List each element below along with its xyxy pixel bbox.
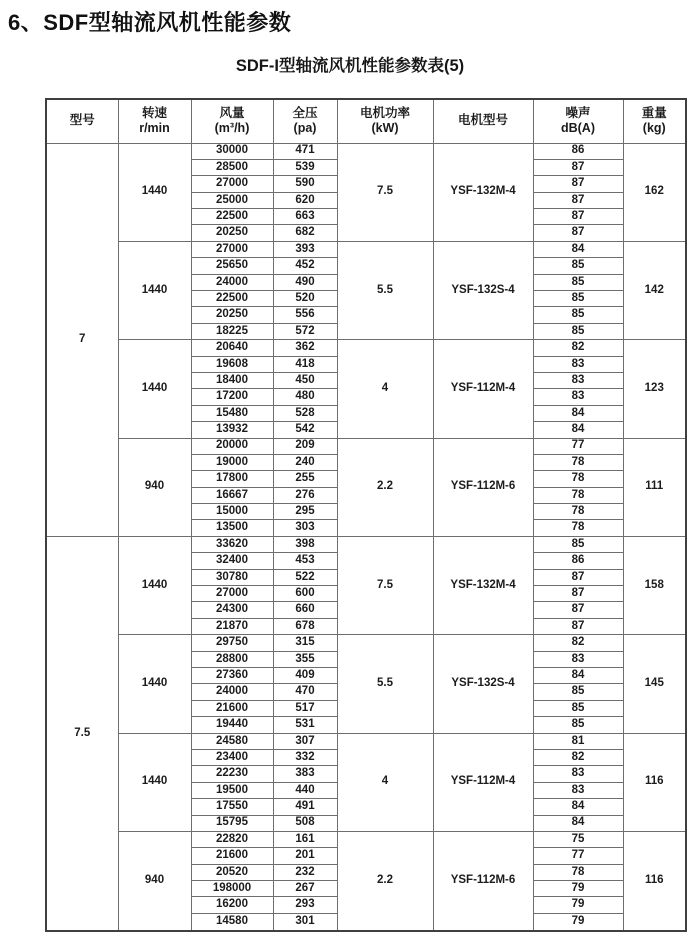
total-pressure-cell: 480 bbox=[273, 389, 337, 405]
total-pressure-cell: 660 bbox=[273, 602, 337, 618]
noise-cell: 82 bbox=[533, 635, 623, 651]
noise-cell: 85 bbox=[533, 700, 623, 716]
noise-cell: 86 bbox=[533, 143, 623, 159]
header-motor-model: 电机型号 bbox=[433, 99, 533, 143]
total-pressure-cell: 471 bbox=[273, 143, 337, 159]
speed-cell: 940 bbox=[118, 831, 191, 931]
air-volume-cell: 15480 bbox=[191, 405, 273, 421]
air-volume-cell: 22500 bbox=[191, 291, 273, 307]
air-volume-cell: 22820 bbox=[191, 831, 273, 847]
total-pressure-cell: 663 bbox=[273, 209, 337, 225]
header-total-pressure: 全压 (pa) bbox=[273, 99, 337, 143]
total-pressure-cell: 508 bbox=[273, 815, 337, 831]
motor-model-cell: YSF-132S-4 bbox=[433, 241, 533, 339]
air-volume-cell: 28500 bbox=[191, 159, 273, 175]
air-volume-cell: 27000 bbox=[191, 176, 273, 192]
spec-row bbox=[46, 143, 686, 159]
motor-power-cell: 2.2 bbox=[337, 438, 433, 536]
noise-cell: 78 bbox=[533, 471, 623, 487]
speed-cell: 1440 bbox=[118, 635, 191, 733]
weight-cell: 158 bbox=[623, 536, 686, 634]
noise-cell: 79 bbox=[533, 881, 623, 897]
noise-cell: 87 bbox=[533, 192, 623, 208]
total-pressure-cell: 450 bbox=[273, 372, 337, 388]
total-pressure-cell: 528 bbox=[273, 405, 337, 421]
noise-cell: 84 bbox=[533, 668, 623, 684]
total-pressure-cell: 470 bbox=[273, 684, 337, 700]
total-pressure-cell: 315 bbox=[273, 635, 337, 651]
total-pressure-cell: 293 bbox=[273, 897, 337, 913]
motor-power-cell: 5.5 bbox=[337, 241, 433, 339]
total-pressure-cell: 398 bbox=[273, 536, 337, 552]
total-pressure-cell: 301 bbox=[273, 913, 337, 931]
noise-cell: 83 bbox=[533, 356, 623, 372]
noise-cell: 85 bbox=[533, 536, 623, 552]
air-volume-cell: 30000 bbox=[191, 143, 273, 159]
motor-model-cell: YSF-112M-4 bbox=[433, 733, 533, 831]
noise-cell: 78 bbox=[533, 864, 623, 880]
noise-cell: 83 bbox=[533, 766, 623, 782]
motor-model-cell: YSF-132M-4 bbox=[433, 143, 533, 241]
air-volume-cell: 20640 bbox=[191, 340, 273, 356]
air-volume-cell: 19440 bbox=[191, 717, 273, 733]
air-volume-cell: 14580 bbox=[191, 913, 273, 931]
air-volume-cell: 27000 bbox=[191, 241, 273, 257]
total-pressure-cell: 678 bbox=[273, 618, 337, 634]
total-pressure-cell: 295 bbox=[273, 504, 337, 520]
spec-row bbox=[46, 241, 686, 257]
motor-power-cell: 2.2 bbox=[337, 831, 433, 931]
page-heading: 6、SDF型轴流风机性能参数 bbox=[8, 10, 292, 35]
noise-cell: 85 bbox=[533, 258, 623, 274]
total-pressure-cell: 362 bbox=[273, 340, 337, 356]
noise-cell: 79 bbox=[533, 897, 623, 913]
table-title: SDF-I型轴流风机性能参数表(5) bbox=[235, 57, 465, 75]
air-volume-cell: 198000 bbox=[191, 881, 273, 897]
motor-power-cell: 7.5 bbox=[337, 143, 433, 241]
noise-cell: 85 bbox=[533, 684, 623, 700]
air-volume-cell: 16667 bbox=[191, 487, 273, 503]
air-volume-cell: 24000 bbox=[191, 274, 273, 290]
motor-model-cell: YSF-112M-6 bbox=[433, 831, 533, 931]
air-volume-cell: 20000 bbox=[191, 438, 273, 454]
air-volume-cell: 32400 bbox=[191, 553, 273, 569]
spec-row bbox=[46, 536, 686, 552]
motor-model-cell: YSF-112M-4 bbox=[433, 340, 533, 438]
spec-table-body bbox=[46, 143, 686, 931]
air-volume-cell: 28800 bbox=[191, 651, 273, 667]
spec-row bbox=[46, 733, 686, 749]
spec-row bbox=[46, 831, 686, 847]
weight-cell: 116 bbox=[623, 733, 686, 831]
total-pressure-cell: 572 bbox=[273, 323, 337, 339]
total-pressure-cell: 517 bbox=[273, 700, 337, 716]
noise-cell: 84 bbox=[533, 815, 623, 831]
noise-cell: 87 bbox=[533, 159, 623, 175]
noise-cell: 83 bbox=[533, 372, 623, 388]
noise-cell: 78 bbox=[533, 504, 623, 520]
air-volume-cell: 22500 bbox=[191, 209, 273, 225]
table-header bbox=[46, 99, 686, 143]
air-volume-cell: 22230 bbox=[191, 766, 273, 782]
air-volume-cell: 27000 bbox=[191, 586, 273, 602]
air-volume-cell: 17550 bbox=[191, 799, 273, 815]
total-pressure-cell: 240 bbox=[273, 454, 337, 470]
motor-model-cell: YSF-112M-6 bbox=[433, 438, 533, 536]
air-volume-cell: 19608 bbox=[191, 356, 273, 372]
total-pressure-cell: 556 bbox=[273, 307, 337, 323]
noise-cell: 83 bbox=[533, 651, 623, 667]
total-pressure-cell: 539 bbox=[273, 159, 337, 175]
total-pressure-cell: 201 bbox=[273, 848, 337, 864]
model-cell: 7.5 bbox=[46, 536, 118, 931]
noise-cell: 85 bbox=[533, 717, 623, 733]
total-pressure-cell: 409 bbox=[273, 668, 337, 684]
air-volume-cell: 20250 bbox=[191, 307, 273, 323]
header-motor-power: 电机功率 (kW) bbox=[337, 99, 433, 143]
model-cell: 7 bbox=[46, 143, 118, 536]
noise-cell: 81 bbox=[533, 733, 623, 749]
total-pressure-cell: 383 bbox=[273, 766, 337, 782]
header-noise: 噪声 dB(A) bbox=[533, 99, 623, 143]
noise-cell: 77 bbox=[533, 848, 623, 864]
motor-power-cell: 5.5 bbox=[337, 635, 433, 733]
total-pressure-cell: 276 bbox=[273, 487, 337, 503]
noise-cell: 85 bbox=[533, 323, 623, 339]
noise-cell: 87 bbox=[533, 618, 623, 634]
header-speed: 转速 r/min bbox=[118, 99, 191, 143]
noise-cell: 78 bbox=[533, 454, 623, 470]
speed-cell: 1440 bbox=[118, 536, 191, 634]
total-pressure-cell: 453 bbox=[273, 553, 337, 569]
speed-cell: 1440 bbox=[118, 733, 191, 831]
noise-cell: 85 bbox=[533, 307, 623, 323]
air-volume-cell: 30780 bbox=[191, 569, 273, 585]
total-pressure-cell: 542 bbox=[273, 422, 337, 438]
total-pressure-cell: 531 bbox=[273, 717, 337, 733]
air-volume-cell: 21870 bbox=[191, 618, 273, 634]
noise-cell: 87 bbox=[533, 586, 623, 602]
noise-cell: 83 bbox=[533, 389, 623, 405]
total-pressure-cell: 600 bbox=[273, 586, 337, 602]
total-pressure-cell: 440 bbox=[273, 782, 337, 798]
air-volume-cell: 19000 bbox=[191, 454, 273, 470]
noise-cell: 78 bbox=[533, 487, 623, 503]
air-volume-cell: 23400 bbox=[191, 749, 273, 765]
total-pressure-cell: 452 bbox=[273, 258, 337, 274]
noise-cell: 78 bbox=[533, 520, 623, 536]
noise-cell: 83 bbox=[533, 782, 623, 798]
air-volume-cell: 27360 bbox=[191, 668, 273, 684]
total-pressure-cell: 418 bbox=[273, 356, 337, 372]
total-pressure-cell: 232 bbox=[273, 864, 337, 880]
header-row bbox=[46, 99, 686, 143]
air-volume-cell: 15795 bbox=[191, 815, 273, 831]
noise-cell: 87 bbox=[533, 209, 623, 225]
noise-cell: 84 bbox=[533, 405, 623, 421]
air-volume-cell: 13932 bbox=[191, 422, 273, 438]
air-volume-cell: 17200 bbox=[191, 389, 273, 405]
noise-cell: 87 bbox=[533, 569, 623, 585]
total-pressure-cell: 490 bbox=[273, 274, 337, 290]
air-volume-cell: 25650 bbox=[191, 258, 273, 274]
air-volume-cell: 25000 bbox=[191, 192, 273, 208]
total-pressure-cell: 522 bbox=[273, 569, 337, 585]
speed-cell: 1440 bbox=[118, 241, 191, 339]
total-pressure-cell: 590 bbox=[273, 176, 337, 192]
weight-cell: 162 bbox=[623, 143, 686, 241]
total-pressure-cell: 355 bbox=[273, 651, 337, 667]
fan-performance-table bbox=[45, 98, 687, 932]
weight-cell: 111 bbox=[623, 438, 686, 536]
motor-model-cell: YSF-132S-4 bbox=[433, 635, 533, 733]
total-pressure-cell: 332 bbox=[273, 749, 337, 765]
weight-cell: 123 bbox=[623, 340, 686, 438]
noise-cell: 87 bbox=[533, 176, 623, 192]
air-volume-cell: 16200 bbox=[191, 897, 273, 913]
air-volume-cell: 20250 bbox=[191, 225, 273, 241]
total-pressure-cell: 520 bbox=[273, 291, 337, 307]
motor-power-cell: 7.5 bbox=[337, 536, 433, 634]
spec-row bbox=[46, 438, 686, 454]
noise-cell: 84 bbox=[533, 799, 623, 815]
noise-cell: 79 bbox=[533, 913, 623, 931]
air-volume-cell: 18400 bbox=[191, 372, 273, 388]
air-volume-cell: 17800 bbox=[191, 471, 273, 487]
weight-cell: 116 bbox=[623, 831, 686, 931]
noise-cell: 82 bbox=[533, 340, 623, 356]
air-volume-cell: 24000 bbox=[191, 684, 273, 700]
total-pressure-cell: 307 bbox=[273, 733, 337, 749]
air-volume-cell: 24580 bbox=[191, 733, 273, 749]
header-model: 型号 bbox=[46, 99, 118, 143]
total-pressure-cell: 682 bbox=[273, 225, 337, 241]
speed-cell: 1440 bbox=[118, 143, 191, 241]
total-pressure-cell: 303 bbox=[273, 520, 337, 536]
spec-row bbox=[46, 635, 686, 651]
motor-power-cell: 4 bbox=[337, 733, 433, 831]
noise-cell: 85 bbox=[533, 291, 623, 307]
motor-power-cell: 4 bbox=[337, 340, 433, 438]
weight-cell: 145 bbox=[623, 635, 686, 733]
air-volume-cell: 24300 bbox=[191, 602, 273, 618]
header-air-volume: 风量 (m³/h) bbox=[191, 99, 273, 143]
weight-cell: 142 bbox=[623, 241, 686, 339]
noise-cell: 85 bbox=[533, 274, 623, 290]
noise-cell: 86 bbox=[533, 553, 623, 569]
noise-cell: 87 bbox=[533, 225, 623, 241]
noise-cell: 84 bbox=[533, 241, 623, 257]
total-pressure-cell: 491 bbox=[273, 799, 337, 815]
air-volume-cell: 29750 bbox=[191, 635, 273, 651]
header-weight: 重量 (kg) bbox=[623, 99, 686, 143]
speed-cell: 1440 bbox=[118, 340, 191, 438]
air-volume-cell: 18225 bbox=[191, 323, 273, 339]
spec-row bbox=[46, 340, 686, 356]
noise-cell: 84 bbox=[533, 422, 623, 438]
noise-cell: 77 bbox=[533, 438, 623, 454]
noise-cell: 82 bbox=[533, 749, 623, 765]
air-volume-cell: 13500 bbox=[191, 520, 273, 536]
total-pressure-cell: 267 bbox=[273, 881, 337, 897]
total-pressure-cell: 255 bbox=[273, 471, 337, 487]
speed-cell: 940 bbox=[118, 438, 191, 536]
total-pressure-cell: 209 bbox=[273, 438, 337, 454]
noise-cell: 87 bbox=[533, 602, 623, 618]
total-pressure-cell: 620 bbox=[273, 192, 337, 208]
air-volume-cell: 15000 bbox=[191, 504, 273, 520]
air-volume-cell: 33620 bbox=[191, 536, 273, 552]
total-pressure-cell: 393 bbox=[273, 241, 337, 257]
total-pressure-cell: 161 bbox=[273, 831, 337, 847]
motor-model-cell: YSF-132M-4 bbox=[433, 536, 533, 634]
air-volume-cell: 19500 bbox=[191, 782, 273, 798]
air-volume-cell: 21600 bbox=[191, 700, 273, 716]
air-volume-cell: 20520 bbox=[191, 864, 273, 880]
noise-cell: 75 bbox=[533, 831, 623, 847]
air-volume-cell: 21600 bbox=[191, 848, 273, 864]
